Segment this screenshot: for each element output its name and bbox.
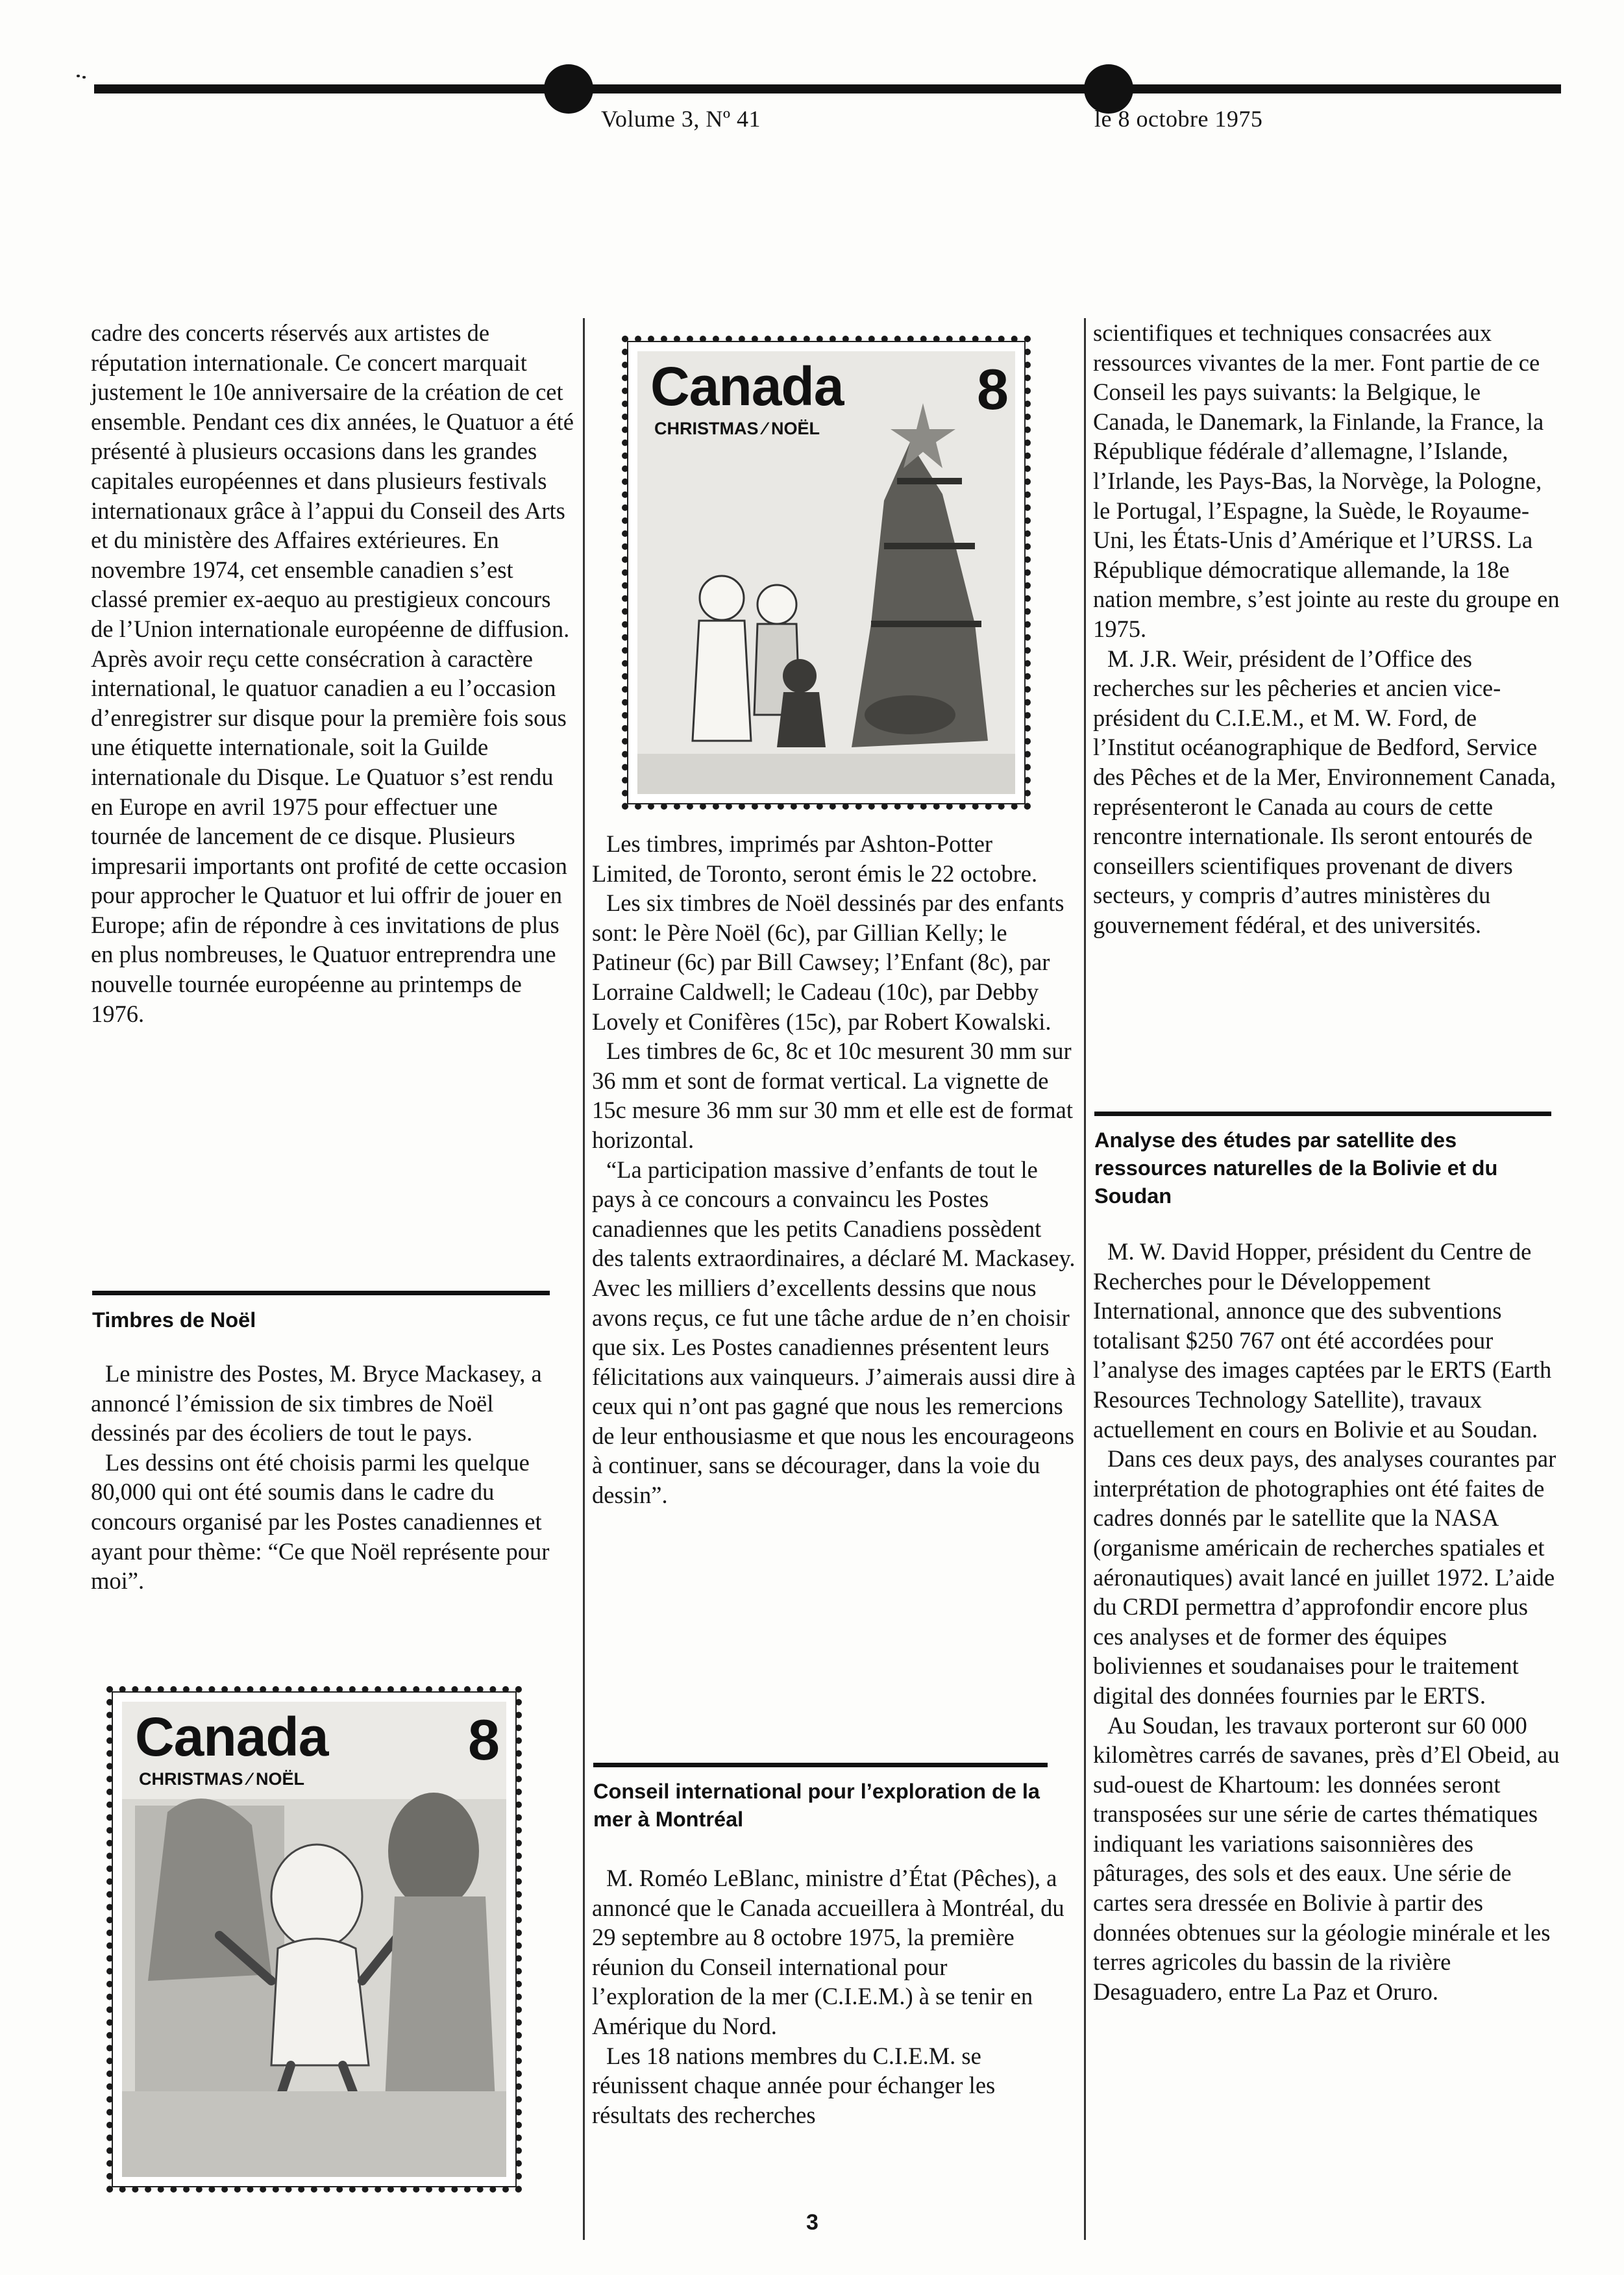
stamp-image-coniferes xyxy=(627,341,1026,804)
column-divider-right xyxy=(1084,318,1086,2240)
paragraph: Le ministre des Postes, M. Bryce Mackasey, a annoncé l’émission de six timbres de Noël dessinés par des écoliers de tout le pays. xyxy=(91,1360,542,1447)
paragraph: “La participation massive d’enfants de tout le pays à ce concours a convaincu les Postes canadiennes que les petits Canadiens possèdent des talents extraordinaires, a déclaré M. Mackasey. Avec les milliers d’excellents dessins que nous avons reçus, ce fut une tâche ardue de n’en choisir que six. Les Postes canadiennes présentent leurs félicitations aux vainqueurs. J’aimerais aussi dire à ceux qui n’ont pas gagné que nous les remercions de leur enthousiasme et que nous les encourageons à continuer, sans se décourager, dans la voie du dessin”. xyxy=(592,1156,1076,1509)
paragraph: M. W. David Hopper, président du Centre de Recherches pour le Développement International, annonce que des subventions totalisant $250 767 ont été accordées pour l’analyse des images captées par le ERTS (Earth Resources Technology Satellite), travaux actuellement en cours en Bolivie et au Soudan. xyxy=(1093,1238,1552,1443)
paragraph: Les timbres, imprimés par Ashton-Potter Limited, de Toronto, seront émis le 22 octobre. xyxy=(592,830,1038,887)
article-timbres xyxy=(91,1359,574,1596)
paragraph: Au Soudan, les travaux porteront sur 60 000 kilomètres carrés de savanes, près d’El Obeid, au sud-ouest de Khartoum: les données seront transposées sur une série de cartes thématiques indiquant les variations saisonnières des pâturages, des sols et des eaux. Une série de cartes sera dressée en Bolivie à partir des données obtenues sur la géologie minérale et les terres agricoles du bassin de la rivière Desaguadero, entre La Paz et Oruro. xyxy=(1093,1711,1560,2005)
stamp-caption: CHRISTMAS ⁄ NOËL xyxy=(139,1769,305,1789)
page-number: 3 xyxy=(806,2210,818,2235)
section-rule xyxy=(1094,1112,1551,1116)
stamp-artwork xyxy=(637,351,1015,794)
paragraph: Les dessins ont été choisis parmi les quelque 80,000 qui ont été soumis dans le cadre du concours organisé par les Postes canadiennes et ayant pour thème: “Ce que Noël représente pour moi”. xyxy=(91,1448,550,1595)
stamp-value: 8 xyxy=(977,357,1009,421)
section-heading-analyse: Analyse des études par satellite des ressources naturelles de la Bolivie et du Soudan xyxy=(1094,1128,1498,1208)
paragraph: Les 18 nations membres du C.I.E.M. se réunissent chaque année pour échanger les résultats des recherches xyxy=(592,2042,996,2128)
stamp-value: 8 xyxy=(468,1708,500,1772)
section-heading-timbres: Timbres de Noël xyxy=(92,1308,256,1332)
paragraph: Les six timbres de Noël dessinés par des enfants sont: le Père Noël (6c), par Gillian Kelly; le Patineur (6c) par Bill Cawsey; l’Enfant (8c), par Lorraine Caldwell; le Cadeau (10c), par Debby Lovely et Conifères (15c), par Robert Kowalski. xyxy=(592,889,1064,1035)
stamp-country: Canada xyxy=(135,1706,328,1767)
header-dot-left xyxy=(544,64,593,114)
header-rule xyxy=(94,84,1561,93)
column-divider-left xyxy=(583,318,585,2240)
article-timbres-continued xyxy=(592,829,1076,1510)
article-conseil-continued xyxy=(1093,318,1562,939)
stamp-artwork xyxy=(122,1702,506,2177)
section-heading-conseil: Conseil international pour l’exploration de la mer à Montréal xyxy=(593,1780,1040,1831)
section-rule xyxy=(593,1763,1048,1767)
article-continuation xyxy=(91,318,574,1028)
stamp-caption: CHRISTMAS ⁄ NOËL xyxy=(654,419,820,438)
paragraph: Les timbres de 6c, 8c et 10c mesurent 30 mm sur 36 mm et sont de format vertical. La vignette de 15c mesure 36 mm sur 30 mm et elle est de format horizontal. xyxy=(592,1038,1073,1153)
stamp-image-enfant xyxy=(112,1691,517,2187)
article-conseil xyxy=(592,1863,1076,2130)
issue-date: le 8 octobre 1975 xyxy=(1094,106,1263,132)
paragraph: M. Roméo LeBlanc, ministre d’État (Pêches), a annoncé que le Canada accueillera à Montréal, du 29 septembre au 8 octobre 1975, la première réunion du Conseil international pour l’exploration de la mer (C.I.E.M.) à se tenir en Amérique du Nord. xyxy=(592,1865,1064,2039)
volume-number: Volume 3, Nº 41 xyxy=(601,106,761,132)
paragraph: scientifiques et techniques consacrées aux ressources vivantes de la mer. Font partie de ce Conseil les pays suivants: la Belgique, le Canada, le Danemark, la Finlande, la France, la République fédérale d’allemagne, l’Islande, l’Irlande, les Pays-Bas, la Norvège, la Pologne, le Portugal, l’Espagne, la Suède, le Royaume-Uni, les États-Unis d’Amérique et l’URSS. La République démocratique allemande, la 18e nation membre, s’est jointe au reste du groupe en 1975. xyxy=(1093,319,1560,642)
paragraph: Dans ces deux pays, des analyses courantes par interprétation de photographies ont été faites de cadres donnés par le satellite que la NASA (organisme américain de recherches spatiales et aéronautiques) avait lancé en juillet 1972. L’aide du CRDI permettra d’approfondir encore plus ces analyses et de former des équipes boliviennes et soudanaises pour le traitement digital des données fournies par le ERTS. xyxy=(1093,1445,1556,1709)
section-rule xyxy=(92,1291,550,1295)
article-analyse xyxy=(1093,1237,1562,2006)
paragraph: cadre des concerts réservés aux artistes de réputation internationale. Ce concert marquait justement le 10e anniversaire de la création de cet ensemble. Pendant ces dix années, le Quatuor a été présenté à plusieurs occasions dans les grandes capitales européennes et dans plusieurs festivals internationaux grâce à l’appui du Conseil des Arts et du ministère des Affaires extérieures. En novembre 1974, cet ensemble canadien s’est classé premier ex-aequo au prestigieux concours de l’Union internationale européenne de diffusion. Après avoir reçu cette consécration à caractère international, le quatuor canadien a eu l’occasion d’enregistrer sur disque pour la première fois sous une étiquette internationale, soit la Guilde internationale du Disque. Le Quatuor s’est rendu en Europe en avril 1975 pour effectuer une tournée de lancement de ce disque. Plusieurs impresarii importants ont profité de cette occasion pour approcher le Quatuor et lui offrir de jouer en Europe; afin de répondre à ces invitations de plus en plus nombreuses, le Quatuor entreprendra une nouvelle tournée européenne au printemps de 1976. xyxy=(91,319,574,1027)
paragraph: M. J.R. Weir, président de l’Office des recherches sur les pêcheries et ancien vice-président du C.I.E.M., et M. W. Ford, de l’Institut océanographique de Bedford, Service des Pêches et de la Mer, Environnement Canada, représenteront le Canada au cours de cette rencontre internationale. Ils seront entourés de conseillers scientifiques provenant de divers secteurs, y compris d’autres ministères du gouvernement fédéral, et des universités. xyxy=(1093,645,1556,938)
print-specks xyxy=(77,75,87,79)
stamp-country: Canada xyxy=(650,356,844,417)
